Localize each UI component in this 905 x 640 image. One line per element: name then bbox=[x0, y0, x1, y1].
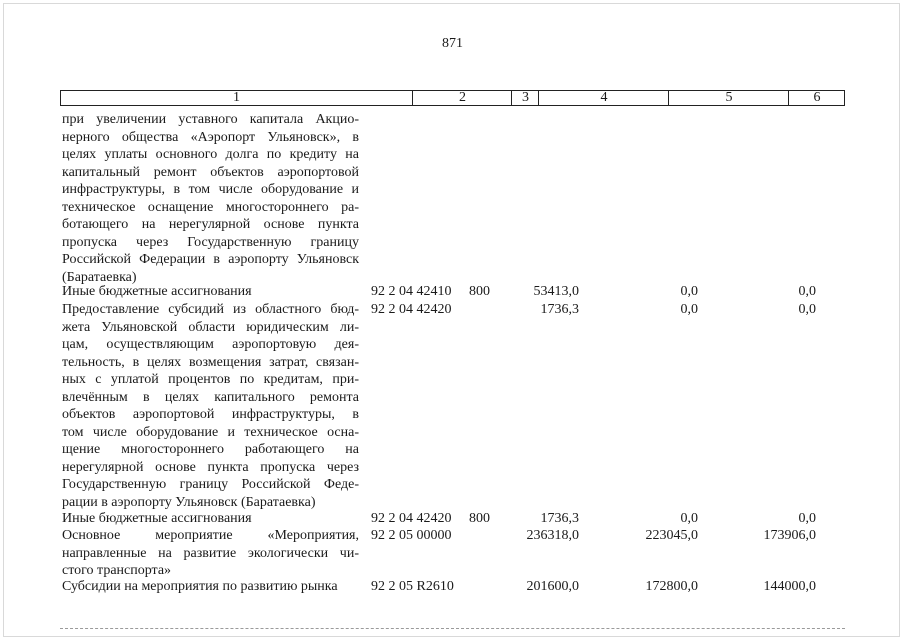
description-line: инфраструктуры, в том числе оборудование и bbox=[62, 182, 359, 197]
amount-col-6: 0,0 bbox=[798, 511, 816, 526]
description-line: направленные на развитие экологически чи- bbox=[62, 545, 359, 561]
header-col-2: 2 bbox=[412, 91, 512, 105]
expense-type: 800 bbox=[469, 284, 490, 299]
description-line: рации в аэропорту Ульяновск (Баратаевка) bbox=[62, 494, 316, 510]
row-description bbox=[62, 578, 359, 596]
amount-col-5: 0,0 bbox=[680, 284, 698, 299]
description-line: ных с уплатой процентов по кредитам, при- bbox=[62, 372, 359, 387]
description-line: при увеличении уставного капитала Акцио- bbox=[62, 112, 359, 127]
description-line: нерного общества «Аэропорт Ульяновск», в bbox=[62, 129, 359, 145]
description-line: Основное мероприятие «Мероприятия, bbox=[62, 528, 359, 543]
amount-col-6: 0,0 bbox=[798, 284, 816, 299]
row-description bbox=[62, 111, 359, 286]
bottom-divider bbox=[60, 628, 845, 629]
row-description bbox=[62, 527, 359, 580]
description-line: пропуска через Государственную границу bbox=[62, 234, 359, 250]
amount-col-4: 1736,3 bbox=[540, 302, 579, 317]
budget-code: 92 2 05 00000 bbox=[371, 528, 452, 543]
description-line: техническое оснащение многостороннего ра- bbox=[62, 199, 359, 215]
description-line: влечённым в целях капитального ремонта bbox=[62, 389, 359, 405]
description-line: цам, осуществляющим аэропортовую дея- bbox=[62, 337, 359, 352]
description-line: капитальный ремонт объектов аэропортовой bbox=[62, 164, 359, 180]
header-col-6: 6 bbox=[788, 91, 845, 105]
description-line: стого транспорта» bbox=[62, 563, 172, 578]
budget-code: 92 2 04 42420 bbox=[371, 302, 452, 317]
header-col-5: 5 bbox=[668, 91, 789, 105]
description-line: ботающего на нерегулярной основе пункта bbox=[62, 217, 359, 232]
row-description bbox=[62, 510, 359, 528]
amount-col-4: 201600,0 bbox=[526, 579, 579, 594]
header-col-1: 1 bbox=[233, 90, 240, 105]
description-line: целях уплаты основного долга по кредиту на bbox=[62, 147, 359, 162]
budget-code: 92 2 04 42420 bbox=[371, 511, 452, 526]
description-line: Государственную границу Российской Феде- bbox=[62, 477, 359, 492]
description-line: Иные бюджетные ассигнования bbox=[62, 284, 252, 299]
description-line: тельность, в целях возмещения затрат, связан- bbox=[62, 354, 359, 370]
table-header bbox=[60, 90, 845, 106]
description-line: (Баратаевка) bbox=[62, 269, 137, 285]
amount-col-4: 53413,0 bbox=[533, 284, 579, 299]
description-line: щение многостороннего работающего на bbox=[62, 442, 359, 457]
description-line: Российской Федерации в аэропорту Ульяновск bbox=[62, 252, 359, 267]
page-number: 871 bbox=[442, 36, 463, 51]
description-line: нерегулярной основе пункта пропуска через bbox=[62, 459, 359, 475]
row-description bbox=[62, 301, 359, 511]
description-line: Субсидии на мероприятия по развитию рынка bbox=[62, 579, 338, 594]
amount-col-6: 0,0 bbox=[798, 302, 816, 317]
amount-col-5: 0,0 bbox=[680, 302, 698, 317]
amount-col-5: 172800,0 bbox=[645, 579, 698, 594]
header-col-3: 3 bbox=[511, 91, 539, 105]
budget-code: 92 2 04 42410 bbox=[371, 284, 452, 299]
row-description bbox=[62, 283, 359, 301]
amount-col-4: 1736,3 bbox=[540, 511, 579, 526]
description-line: том числе оборудование и техническое осна- bbox=[62, 424, 359, 440]
description-line: Предоставление субсидий из областного бюд- bbox=[62, 302, 359, 317]
amount-col-4: 236318,0 bbox=[526, 528, 579, 543]
expense-type: 800 bbox=[469, 511, 490, 526]
amount-col-6: 144000,0 bbox=[763, 579, 816, 594]
description-line: жета Ульяновской области юридическим ли- bbox=[62, 319, 359, 335]
description-line: Иные бюджетные ассигнования bbox=[62, 511, 252, 526]
amount-col-5: 223045,0 bbox=[645, 528, 698, 543]
amount-col-6: 173906,0 bbox=[763, 528, 816, 543]
amount-col-5: 0,0 bbox=[680, 511, 698, 526]
description-line: объектов аэропортовой инфраструктуры, в bbox=[62, 407, 359, 422]
header-col-4: 4 bbox=[538, 91, 669, 105]
budget-code: 92 2 05 R2610 bbox=[371, 579, 454, 594]
